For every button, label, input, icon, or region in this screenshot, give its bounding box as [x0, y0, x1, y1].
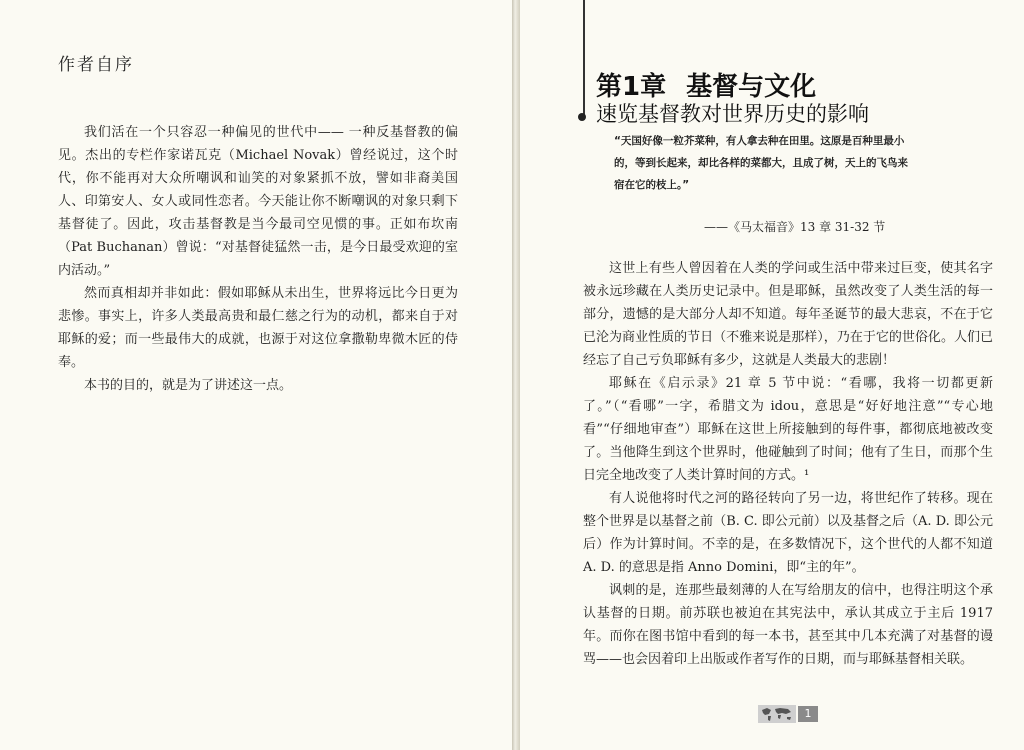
preface-paragraph: 然而真相却并非如此：假如耶稣从未出生，世界将远比今日更为悲惨。事实上，许多人类最高贵和最仁慈之行为的动机，都来自于对耶稣的爱；而一些最伟大的成就，也源于对这位拿撒勒卑微木匠的侍奉。 [58, 286, 458, 370]
chapter-paragraph: 耶稣在《启示录》21 章 5 节中说：“看哪，我将一切都更新了。”（“看哪”一字，希腊文为 idou，意思是“好好地注意”“专心地看”“仔细地审查”）耶稣在这世上所接触到的每件事，都彻底地被改变了。当他降生到这个世界时，他碰触到了时间；他有了生日，而那个生日完全地改变了人类计算时间的方式。¹ [583, 376, 993, 483]
preface-paragraph: 我们活在一个只容忍一种偏见的世代中—— 一种反基督教的偏见。杰出的专栏作家诺瓦克（Michael Novak）曾经说过，这个时代，你不能再对大众所嘲讽和讪笑的对象紧抓不放，譬如非裔美国人、印第安人、女人或同性恋者。今天能让你不断嘲讽的对象只剩下基督徒了。因此，攻击基督教是当今最司空见惯的事。正如布坎南（Pat Buchanan）曾说：“对基督徒猛然一击，是今日最受欢迎的室内活动。” [58, 125, 458, 278]
chapter-subtitle: 速览基督教对世界历史的影响 [596, 102, 869, 126]
chapter-paragraph: 讽刺的是，连那些最刻薄的人在写给朋友的信中，也得注明这个承认基督的日期。前苏联也被迫在其宪法中，承认其成立于主后 1917 年。而你在图书馆中看到的每一本书，甚至其中几本充满了对基督的谩骂——也会因着印上出版或作者写作的日期，而与耶稣基督相关联。 [583, 583, 993, 667]
book-gutter [512, 0, 520, 750]
page-footer [758, 705, 820, 723]
chapter-paragraph: 有人说他将时代之河的路径转向了另一边，将世纪作了转移。现在整个世界是以基督之前（B. C. 即公元前）以及基督之后（A. D. 即公元后）作为计算时间。不幸的是，在多数情况下，这个世代的人都不知道 A. D. 的意思是指 Anno Domini，即“主的年”。 [583, 491, 993, 575]
page-number: 1 [798, 706, 818, 722]
preface-body [58, 121, 458, 397]
chapter-title: 基督与文化 [686, 72, 817, 102]
epigraph-source: ——《马太福音》13 章 31-32 节 [704, 220, 886, 234]
chapter-number: 第1章 [596, 72, 667, 102]
world-map-icon [758, 705, 796, 723]
epigraph-quote: “天国好像一粒芥菜种，有人拿去种在田里。这原是百种里最小的，等到长起来，却比各样的菜都大，且成了树，天上的飞鸟来宿在它的枝上。” [614, 135, 908, 191]
chapter-paragraph: 这世上有些人曾因着在人类的学问或生活中带来过巨变，使其名字被永远珍藏在人类历史记录中。但是耶稣，虽然改变了人类生活的每一部分，遗憾的是大部分人却不知道。每年圣诞节的最大悲哀，不在于它已沦为商业性质的节日（不雅来说是那样），乃在于它的世俗化。人们已经忘了自己亏负耶稣有多少，这就是人类最大的悲剧！ [583, 261, 993, 368]
chapter-body [583, 257, 993, 671]
right-page [520, 0, 1024, 750]
preface-paragraph: 本书的目的，就是为了讲述这一点。 [84, 378, 293, 393]
chapter-rule [583, 0, 585, 115]
chapter-bullet [578, 113, 586, 121]
preface-header: 作者自序 [58, 55, 134, 75]
